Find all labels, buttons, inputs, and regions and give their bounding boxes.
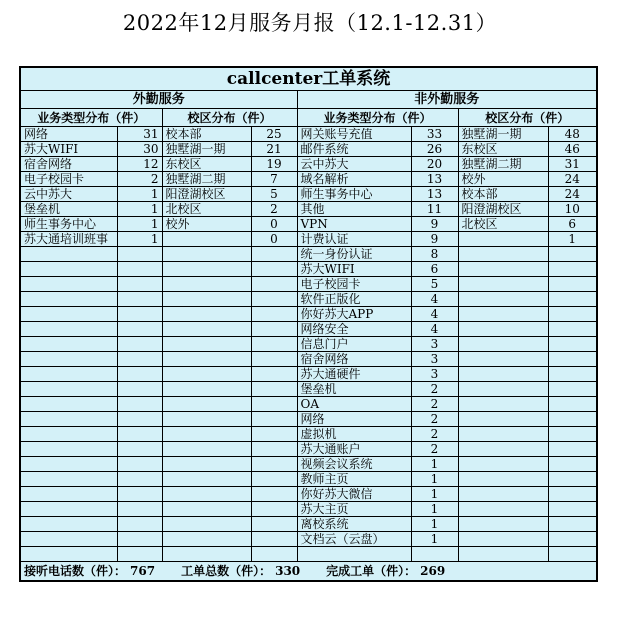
orders-label: 工单总数（件）： [181,564,272,578]
nonfield-campus-name [458,352,548,367]
field-campus-count [251,457,297,472]
nonfield-type-name: 文档云（云盘） [297,532,411,547]
field-campus-name [162,352,251,367]
nonfield-type-name: 苏大WIFI [297,262,411,277]
field-type-count [117,382,162,397]
nonfield-campus-count: 24 [548,172,597,187]
nonfield-type-name: 邮件系统 [297,142,411,157]
nonfield-type-count: 1 [411,457,458,472]
header-field-campus: 校区分布（件） [162,109,297,127]
field-campus-count [251,262,297,277]
field-type-count [117,292,162,307]
field-type-count [117,247,162,262]
nonfield-campus-name [458,487,548,502]
nonfield-type-count: 4 [411,307,458,322]
header-nonfield-type: 业务类型分布（件） [297,109,458,127]
field-type-name [20,322,117,337]
nonfield-campus-count [548,412,597,427]
nonfield-campus-count [548,292,597,307]
report-title: 2022年12月服务月报（12.1-12.31） [122,11,498,35]
field-campus-name [162,412,251,427]
table-row [20,172,597,187]
field-campus-count [251,532,297,547]
field-type-name [20,487,117,502]
nonfield-type-count: 1 [411,532,458,547]
field-type-name [20,547,117,562]
nonfield-type-name: 视频会议系统 [297,457,411,472]
nonfield-campus-name: 校外 [458,172,548,187]
field-type-count: 31 [117,127,162,142]
nonfield-campus-name: 独墅湖二期 [458,157,548,172]
nonfield-type-name: 教师主页 [297,472,411,487]
table-row [20,337,597,352]
nonfield-type-count: 13 [411,187,458,202]
nonfield-campus-name: 独墅湖一期 [458,127,548,142]
field-campus-count [251,322,297,337]
field-campus-count [251,307,297,322]
nonfield-campus-count [548,247,597,262]
field-campus-name: 校外 [162,217,251,232]
field-type-name: 网络 [20,127,117,142]
nonfield-type-name: 虚拟机 [297,427,411,442]
nonfield-campus-count [548,397,597,412]
field-type-name [20,457,117,472]
field-type-count [117,487,162,502]
nonfield-campus-count [548,262,597,277]
nonfield-campus-name [458,397,548,412]
field-campus-name [162,457,251,472]
table-row [20,307,597,322]
nonfield-type-count: 2 [411,442,458,457]
nonfield-campus-name [458,322,548,337]
nonfield-campus-count: 46 [548,142,597,157]
table-row [20,277,597,292]
field-type-name [20,472,117,487]
nonfield-type-name: 离校系统 [297,517,411,532]
nonfield-campus-count [548,382,597,397]
nonfield-type-name: 云中苏大 [297,157,411,172]
nonfield-campus-name [458,472,548,487]
field-type-count [117,442,162,457]
nonfield-campus-count: 24 [548,187,597,202]
nonfield-campus-name [458,292,548,307]
field-campus-count [251,502,297,517]
field-campus-name [162,532,251,547]
nonfield-type-name: 统一身份认证 [297,247,411,262]
nonfield-type-name: VPN [297,217,411,232]
field-type-name [20,397,117,412]
field-campus-name [162,517,251,532]
nonfield-type-name: 网络 [297,412,411,427]
field-campus-count [251,337,297,352]
table-row [20,442,597,457]
nonfield-campus-name [458,277,548,292]
table-row [20,262,597,277]
field-type-name [20,382,117,397]
nonfield-campus-name [458,427,548,442]
field-campus-name [162,502,251,517]
field-type-count [117,337,162,352]
field-type-name [20,307,117,322]
table-row [20,187,597,202]
table-row [20,142,597,157]
field-type-count: 1 [117,202,162,217]
table-row [20,427,597,442]
nonfield-type-name: 计费认证 [297,232,411,247]
field-type-count [117,427,162,442]
field-type-count [117,352,162,367]
calls-label: 接听电话数（件）： [24,564,127,578]
nonfield-type-count: 9 [411,217,458,232]
field-campus-name [162,442,251,457]
table-row [20,382,597,397]
nonfield-type-count: 3 [411,352,458,367]
nonfield-type-name: 苏大主页 [297,502,411,517]
field-campus-name: 东校区 [162,157,251,172]
field-type-name: 苏大WIFI [20,142,117,157]
nonfield-type-count: 1 [411,487,458,502]
nonfield-type-name: 网络安全 [297,322,411,337]
table-row [20,157,597,172]
field-type-count [117,457,162,472]
nonfield-campus-name [458,502,548,517]
field-campus-count: 19 [251,157,297,172]
nonfield-campus-count [548,487,597,502]
field-campus-count [251,427,297,442]
nonfield-type-count: 26 [411,142,458,157]
nonfield-campus-name [458,457,548,472]
field-type-count [117,532,162,547]
field-type-name [20,262,117,277]
field-type-count: 30 [117,142,162,157]
field-campus-count [251,397,297,412]
field-type-name: 电子校园卡 [20,172,117,187]
nonfield-type-count: 1 [411,472,458,487]
field-type-count [117,277,162,292]
field-campus-name [162,307,251,322]
field-type-name: 苏大通培训班事 [20,232,117,247]
field-campus-name [162,277,251,292]
field-campus-name [162,262,251,277]
field-campus-name [162,337,251,352]
done-label: 完成工单（件）： [326,564,417,578]
field-campus-name [162,547,251,562]
field-type-count [117,307,162,322]
system-name: callcenter工单系统 [20,67,597,91]
field-type-name: 堡垒机 [20,202,117,217]
nonfield-campus-name [458,337,548,352]
field-type-name [20,517,117,532]
field-type-name [20,412,117,427]
nonfield-type-name: 你好苏大微信 [297,487,411,502]
nonfield-type-count: 1 [411,517,458,532]
field-type-count [117,397,162,412]
field-type-name: 师生事务中心 [20,217,117,232]
table-row [20,472,597,487]
field-type-count: 12 [117,157,162,172]
field-type-name [20,337,117,352]
field-campus-count: 21 [251,142,297,157]
field-campus-name: 独墅湖一期 [162,142,251,157]
table-row [20,352,597,367]
field-type-count: 2 [117,172,162,187]
nonfield-campus-count: 10 [548,202,597,217]
field-campus-count: 5 [251,187,297,202]
nonfield-campus-count [548,532,597,547]
field-campus-count: 0 [251,232,297,247]
nonfield-campus-name [458,517,548,532]
table-row [20,202,597,217]
field-type-count [117,322,162,337]
nonfield-type-name: 软件正版化 [297,292,411,307]
nonfield-campus-name [458,532,548,547]
nonfield-type-count: 2 [411,412,458,427]
nonfield-campus-name [458,262,548,277]
field-type-name: 宿舍网络 [20,157,117,172]
nonfield-campus-count: 6 [548,217,597,232]
field-type-count: 1 [117,232,162,247]
nonfield-type-count [411,547,458,562]
field-campus-name: 北校区 [162,202,251,217]
nonfield-campus-count [548,502,597,517]
field-campus-name [162,322,251,337]
nonfield-type-count: 4 [411,292,458,307]
nonfield-campus-count: 1 [548,232,597,247]
nonfield-type-name: 堡垒机 [297,382,411,397]
table-row [20,547,597,562]
table-row [20,502,597,517]
field-campus-name [162,397,251,412]
nonfield-type-name: 师生事务中心 [297,187,411,202]
field-campus-name: 校本部 [162,127,251,142]
field-type-count [117,472,162,487]
field-type-name [20,502,117,517]
nonfield-campus-count [548,472,597,487]
field-campus-count [251,277,297,292]
table-row [20,517,597,532]
nonfield-type-name: 网关账号充值 [297,127,411,142]
nonfield-campus-count [548,517,597,532]
nonfield-type-name: 苏大通账户 [297,442,411,457]
table-row [20,532,597,547]
table-row [20,232,597,247]
nonfield-campus-name [458,307,548,322]
nonfield-type-count: 11 [411,202,458,217]
nonfield-type-name: 信息门户 [297,337,411,352]
table-row [20,487,597,502]
table-row [20,412,597,427]
table-row [20,397,597,412]
table-row [20,217,597,232]
field-type-name [20,352,117,367]
field-campus-name [162,367,251,382]
nonfield-campus-name: 校本部 [458,187,548,202]
field-campus-count [251,442,297,457]
field-campus-count [251,412,297,427]
nonfield-campus-count [548,547,597,562]
nonfield-campus-name [458,232,548,247]
table-row [20,247,597,262]
group-field-service: 外勤服务 [20,91,297,109]
nonfield-campus-name [458,247,548,262]
nonfield-type-count: 5 [411,277,458,292]
nonfield-campus-count: 31 [548,157,597,172]
nonfield-type-count: 2 [411,382,458,397]
nonfield-campus-name [458,547,548,562]
field-campus-count [251,487,297,502]
field-type-name [20,367,117,382]
field-campus-name [162,427,251,442]
field-campus-count [251,292,297,307]
nonfield-type-name: OA [297,397,411,412]
nonfield-type-name: 你好苏大APP [297,307,411,322]
field-campus-count [251,247,297,262]
field-campus-name [162,232,251,247]
done-value: 269 [420,564,446,578]
nonfield-campus-name [458,442,548,457]
orders-value: 330 [275,564,301,578]
field-campus-name [162,487,251,502]
field-campus-count [251,352,297,367]
nonfield-campus-count [548,277,597,292]
field-campus-count: 0 [251,217,297,232]
field-type-name [20,442,117,457]
nonfield-type-count: 9 [411,232,458,247]
header-field-type: 业务类型分布（件） [20,109,162,127]
nonfield-type-count: 3 [411,367,458,382]
nonfield-campus-name: 东校区 [458,142,548,157]
field-type-count: 1 [117,217,162,232]
nonfield-campus-name [458,367,548,382]
nonfield-type-name: 宿舍网络 [297,352,411,367]
nonfield-campus-count [548,307,597,322]
nonfield-campus-count [548,337,597,352]
field-type-name [20,277,117,292]
nonfield-type-count: 2 [411,397,458,412]
nonfield-type-count: 2 [411,427,458,442]
header-nonfield-campus: 校区分布（件） [458,109,597,127]
field-campus-count [251,547,297,562]
field-campus-count [251,472,297,487]
nonfield-type-name [297,547,411,562]
nonfield-type-count: 4 [411,322,458,337]
nonfield-campus-count [548,442,597,457]
field-campus-count: 25 [251,127,297,142]
table-row [20,322,597,337]
field-campus-count [251,517,297,532]
field-campus-name: 独墅湖二期 [162,172,251,187]
nonfield-campus-count [548,352,597,367]
field-campus-count [251,367,297,382]
group-nonfield-service: 非外勤服务 [297,91,597,109]
nonfield-campus-name: 阳澄湖校区 [458,202,548,217]
nonfield-campus-name: 北校区 [458,217,548,232]
table-row [20,127,597,142]
nonfield-campus-name [458,382,548,397]
field-campus-name [162,472,251,487]
field-type-name: 云中苏大 [20,187,117,202]
field-type-name [20,247,117,262]
nonfield-type-name: 电子校园卡 [297,277,411,292]
nonfield-type-count: 20 [411,157,458,172]
nonfield-type-count: 33 [411,127,458,142]
nonfield-type-count: 6 [411,262,458,277]
field-type-name [20,427,117,442]
nonfield-campus-count: 48 [548,127,597,142]
nonfield-type-count: 3 [411,337,458,352]
nonfield-type-name: 苏大通硬件 [297,367,411,382]
field-type-count [117,367,162,382]
field-type-count [117,262,162,277]
field-type-count [117,412,162,427]
nonfield-campus-count [548,322,597,337]
nonfield-campus-count [548,457,597,472]
nonfield-type-name: 其他 [297,202,411,217]
nonfield-campus-count [548,367,597,382]
nonfield-type-count: 1 [411,502,458,517]
field-campus-count [251,382,297,397]
field-type-count [117,502,162,517]
table-row [20,457,597,472]
field-type-name [20,532,117,547]
field-type-count: 1 [117,187,162,202]
field-campus-name: 阳澄湖校区 [162,187,251,202]
field-type-count [117,517,162,532]
nonfield-type-name: 域名解析 [297,172,411,187]
field-campus-name [162,247,251,262]
field-campus-count: 2 [251,202,297,217]
field-type-name [20,292,117,307]
nonfield-type-count: 8 [411,247,458,262]
nonfield-type-count: 13 [411,172,458,187]
calls-value: 767 [130,564,156,578]
nonfield-campus-count [548,427,597,442]
report-table [19,66,598,582]
table-row [20,367,597,382]
field-campus-count: 7 [251,172,297,187]
summary-footer [20,562,597,582]
field-campus-name [162,292,251,307]
field-campus-name [162,382,251,397]
nonfield-campus-name [458,412,548,427]
field-type-count [117,547,162,562]
table-row [20,292,597,307]
